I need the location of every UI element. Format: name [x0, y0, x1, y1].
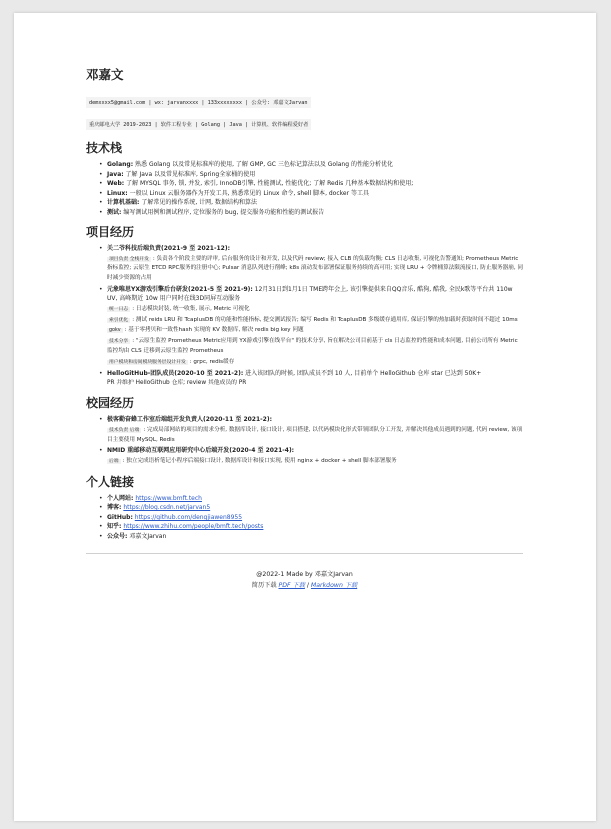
- list-item: • Golang: 熟悉 Golang 以及常见标准库的使用, 了解 GMP, GC 三色标记算法以及 Golang 的性能分析优化: [107, 160, 523, 170]
- skills-heading: 技术栈: [86, 141, 123, 155]
- list-item: • Linux: 一般以 Linux 云服务器作为开发工具, 熟悉常见的 Linux 命令, shell 脚本, docker 等工具: [107, 189, 523, 199]
- resume-page: [14, 13, 596, 821]
- education-line: 重庆邮电大学 2019-2023 | 软件工程专业 | Golang | Java | 计算机、软件编程爱好者: [86, 119, 311, 130]
- campus-item: • NMID 重邮移动互联网应用研究中心后端开发(2020-4 至 2021-4): 后端 : 独立完成语析笔记小程序后端接口设计, 数据库设计和接口实现, 使用 nginx + docker + shell 脚本部署服务: [107, 446, 523, 466]
- resume-name: 邓嘉文: [86, 67, 124, 82]
- zhihu-link[interactable]: https://www.zhihu.com/people/bmft.tech/posts: [123, 523, 264, 531]
- link-item: • 公众号: 邓嘉文Jarvan: [107, 532, 523, 542]
- project-item: • 关二爷科技后端负责(2021-9 至 2021-12): 项目负责 全栈开发 : 负责各个阶段主要的评审, 后台服务的设计和开发, 以及代码 review; 接入 CLB 的负载均衡; CLS 日志收集, 可视化告警通知; Prometheus Metric 指标监控; 云原生 ETCD RPC服务的注册中心; Pulsar 消息队列进行削峰; k8s 滚动发布部署保证服务持续的高可用; 实现 LRU + 令牌桶算法限流接口, 防止服务器崩, 同时减少资源的占用: [107, 244, 523, 284]
- campus-heading: 校园经历: [86, 396, 135, 411]
- links-list: [86, 494, 523, 542]
- links-heading: 个人链接: [86, 474, 135, 489]
- pdf-download-link[interactable]: PDF 下载: [278, 582, 305, 590]
- list-item: • Web: 了解 MYSQL 事务, 锁, 并发, 索引, InnoDB引擎, 性能测试, 性能优化; 了解 Redis 几种基本数据结构和使用;: [107, 179, 523, 189]
- list-item: • Java: 了解 Java 以及常见标准库, Spring全家桶的使用: [107, 170, 523, 180]
- project-item: • HelloGitHub-团队成员(2020-10 至 2021-2): 进入该团队的时候, 团队成员不到 10 人, 目前单个 HelloGithub 仓库 star 已达到 50K+ PR 并维护 HelloGithub 仓库; review 其他成员的 PR: [107, 369, 523, 389]
- blog-link[interactable]: https://blog.csdn.net/jarvan5: [123, 504, 211, 512]
- list-item: • 测试: 编写测试用例和测试程序, 定位服务的 bug, 提交服务功能和性能的测试报告: [107, 208, 523, 218]
- website-link[interactable]: https://www.bmft.tech: [135, 494, 202, 502]
- campus-list: [86, 415, 523, 466]
- projects-list: [86, 244, 523, 388]
- projects-heading: 项目经历: [86, 225, 135, 239]
- footer-divider: [86, 553, 523, 554]
- link-item: • 知乎: https://www.zhihu.com/people/bmft.tech/posts: [107, 522, 523, 532]
- made-by-text: @2022-1 Made by 邓嘉文Jarvan: [256, 571, 353, 579]
- markdown-download-link[interactable]: Markdown 下载: [310, 582, 358, 590]
- resume-content: [86, 65, 523, 591]
- link-item: • GitHub: https://github.com/dengjiawen8955: [107, 513, 523, 523]
- list-item: • 计算机基础: 了解常见的操作系统, 计网, 数据结构和算法: [107, 198, 523, 208]
- link-item: • 个人网站: https://www.bmft.tech: [107, 494, 523, 504]
- link-item: • 博客: https://blog.csdn.net/jarvan5: [107, 503, 523, 513]
- project-item: • 元象唯思YX游戏引擎后台研发(2021-5 至 2021-9): 12月31日到1月1日 TME跨年会上, 该引擎提供来自QQ音乐, 酷狗, 酷我, 全民k歌等平台共 110w UV, 高峰期近 10w 用户同时在线3D同屏互动服务 统一日志 : 日志模块封装, 统一收集, 展示, Metric 可视化 索引优化 : 测试 reids LRU 和 TcaplusDB 的功能和性能指标, 提交测试报告; 编写 Redis 和 TcaplusDB 多级缓存通用库, 保证引擎的热加载时获取时间不超过 10ms gokv : 基于零拷贝和一致性hash 实现的 KV 数据库, 解决 redis big key 问题 技术分享 : "云原生监控 Prometheus Metric应用到 YX游戏引擎在线平台" 的技术分享, 旨在解决公司目前基于 cls 日志监控的性能和成本问题, 目前公司所有 Metric 监控均由 CLS 迁移到云原生监控 Prometheus 用户模块和房间模块服务层设计开发 : grpc, redis缓存: [107, 285, 523, 368]
- skills-list: [86, 160, 523, 217]
- contact-line: demxxxx5@gmail.com | wx: jarvanxxxx | 133xxxxxxxx | 公众号: 邓嘉文Jarvan: [86, 97, 311, 108]
- github-link[interactable]: https://github.com/dengjiawen8955: [134, 513, 243, 521]
- footer: @2022-1 Made by 邓嘉文Jarvan 简历下载 PDF 下载 / Markdown 下载: [86, 569, 523, 591]
- campus-item: • 极客勤奋蜂工作室后端组开发负责人(2020-11 至 2021-2): 技术负责 后端 : 完成局部网站的项目的需求分析, 数据库设计, 接口设计, 项目搭建, 以代码模块化形式带领团队分工开发, 并解决其他成员遇到的问题, 代码 review, 该项目主要使用 MySQL, Redis: [107, 415, 523, 445]
